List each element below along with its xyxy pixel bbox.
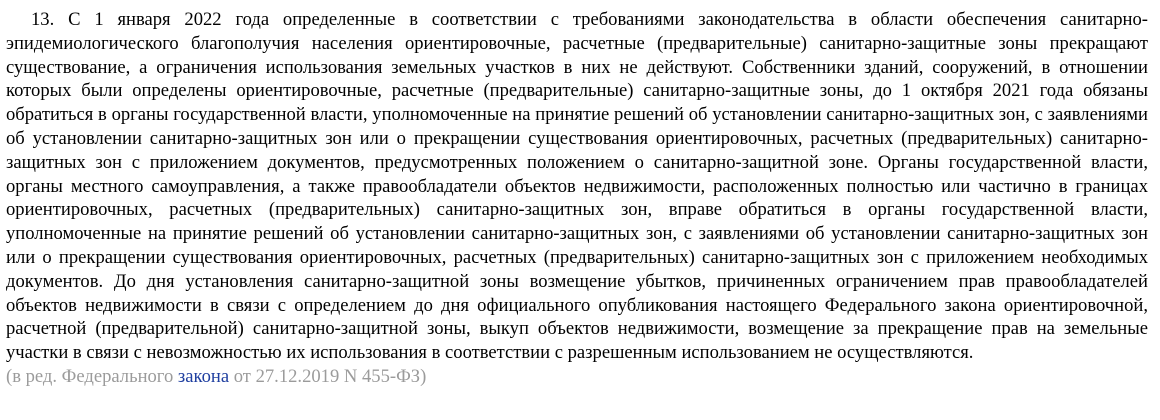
amendment-note [6, 365, 1148, 389]
document-body [6, 8, 1148, 389]
paragraph-13: 13. С 1 января 2022 года определенные в соответствии с требованиями законодательства в области обеспечения санитарно-эпидемиологического благополучия населения ориентировочные, расчетные (предварительные) санитарно-защитные зоны прекращают существование, а ограничения использования земельных участков в них не действуют. Собственники зданий, сооружений, в отношении которых были определены ориентировочные, расчетные (предварительные) санитарно-защитные зоны, до 1 октября 2021 года обязаны обратиться в органы государственной власти, уполномоченные на принятие решений об установлении санитарно-защитных зон, с заявлениями об установлении санитарно-защитных зон или о прекращении существования ориентировочных, расчетных (предварительных) санитарно-защитных зон с приложением документов, предусмотренных положением о санитарно-защитной зоне. Органы государственной власти, органы местного самоуправления, а также правообладатели объектов недвижимости, расположенных полностью или частично в границах ориентировочных, расчетных (предварительных) санитарно-защитных зон, вправе обратиться в органы государственной власти, уполномоченные на принятие решений об установлении санитарно-защитных зон, с заявлениями об установлении санитарно-защитных зон или о прекращении существования ориентировочных, расчетных (предварительных) санитарно-защитных зон с приложением необходимых документов. До дня установления санитарно-защитной зоны возмещение убытков, причиненных ограничением прав правообладателей объектов недвижимости в связи с определением до дня официального опубликования настоящего Федерального закона ориентировочной, расчетной (предварительной) санитарно-защитной зоны, выкуп объектов недвижимости, возмещение за прекращение прав на земельные участки в связи с невозможностью их использования в соответствии с разрешенным использованием не осуществляются. [6, 9, 1148, 364]
amendment-note-prefix: (в ред. Федерального [6, 365, 178, 387]
amendment-note-suffix: от 27.12.2019 N 455-ФЗ) [229, 365, 427, 387]
law-link[interactable]: закона [177, 365, 230, 387]
